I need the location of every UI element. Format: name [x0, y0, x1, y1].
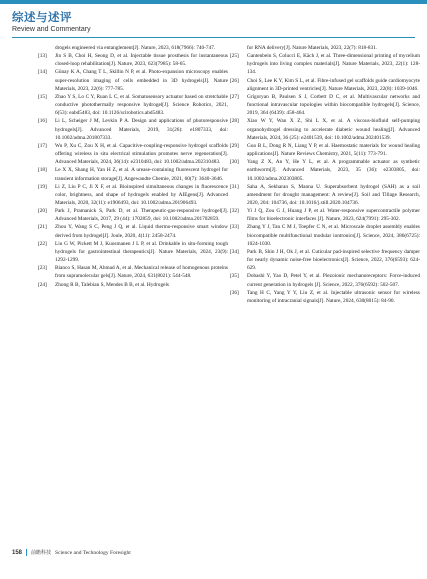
right-reference-column	[230, 44, 420, 305]
reference-entry	[230, 117, 420, 141]
reference-entry	[38, 166, 228, 182]
reference-text: Jin S B, Choi H, Seong D, et al. Injectable tissue prosthesis for instantaneous closed-loop rehabilitation[J]. Nature, 2023, 623(7985): 58-65.	[55, 53, 228, 68]
reference-number: [16]	[38, 118, 47, 125]
reference-text: Zhou Y, Wang S C, Peng J Q, et al. Liquid thermo-responsive smart window derived from hydrogel[J]. Joule, 2020, 4(11): 2458-2474.	[55, 224, 228, 239]
reference-entry	[38, 93, 228, 117]
reference-text: Günay K A, Chang T L, Skillin N P, et al. Photo-expansion microscopy enables super-resolution imaging of cells embedded in 3D hydrogels[J]. Nature Materials, 2023, 22(6): 777-785.	[55, 69, 228, 92]
reference-text: Zhao Y S, Lo C Y, Ruan L C, et al. Somatosensory actuator based on stretchable conductive photothermally responsive hydrogel[J]. Science Robotics, 2021, 6(53): eabd5483, doi: 10.1126/scirobotics.abd5483.	[55, 93, 228, 117]
reference-text: Gantenbein S, Colucci E, Käch J, et al. Three-dimensional printing of mycelium hydrogels into living complex materials[J]. Nature Materials, 2023, 22(1): 128-134.	[247, 53, 420, 76]
reference-entry	[38, 44, 228, 52]
reference-number: [14]	[38, 69, 47, 76]
reference-entry	[230, 289, 420, 305]
reference-entry	[38, 223, 228, 239]
reference-entry	[38, 207, 228, 223]
reference-text: Grigoryan B, Paulsen S J, Corbett D C, et al. Multivascular networks and functional intravascular topologies within biocompatible hydrogels[J]. Science, 2019, 364 (6439): 458-464.	[247, 93, 420, 117]
reference-entry	[230, 183, 420, 207]
journal-name-english: Science and Technology Foresight	[55, 549, 131, 556]
reference-entry	[230, 272, 420, 288]
reference-number: [27]	[230, 93, 239, 100]
reference-text: Choi S, Lee K Y, Kim S L, et al. Fibre-infused gel scaffolds guide cardiomyocyte alignment in 3D-printed ventricles[J]. Nature Materials, 2023, 22(8): 1039-1046.	[247, 77, 420, 92]
left-reference-column	[38, 44, 228, 289]
reference-text: Li L, Scheiger J M, Levkin P A. Design and applications of photoresponsive hydrogels[J]. Advanced Materials, 2019, 31(26): e1807333, doi: 10.1002/adma.201807333.	[55, 118, 228, 141]
reference-number: [13]	[38, 53, 47, 60]
reference-number: [18]	[38, 167, 47, 174]
reference-text: Saha A, Sekharan S, Manna U. Superabsorbent hydrogel (SAH) as a soil amendment for drought management: A review[J]. Soil and Tillage Research, 2020, 204: 104736, doi: 10.1016/j.still.2020.104736.	[247, 183, 420, 206]
reference-text: drogels engineered via entanglement[J]. Nature, 2023, 618(7966): 740-747.	[55, 45, 216, 51]
section-header	[12, 11, 91, 34]
reference-number: [17]	[38, 142, 47, 149]
reference-entry	[230, 142, 420, 158]
reference-entry	[230, 248, 420, 272]
reference-entry	[230, 44, 420, 52]
reference-text: Yi J Q, Zou G J, Huang J P, et al. Water-responsive supercontractile polymer films for bioelectronic interfaces [J]. Nature, 2023, 624(7991): 295-302.	[247, 208, 420, 223]
reference-text: Zhong R B, Talebian S, Mendes B B, et al. Hydrogels	[55, 281, 169, 288]
reference-text: Park B, Shin J H, Ok J, et al. Cuticular pad-inspired selective frequency damper for nearly dynamic noise-free bioelectronics[J]. Science, 2022, 376(6593): 624-629.	[247, 248, 420, 272]
reference-entry	[38, 183, 228, 207]
reference-number: [29]	[230, 142, 239, 149]
reference-number: [34]	[230, 248, 239, 255]
reference-entry	[230, 223, 420, 247]
reference-entry	[38, 240, 228, 264]
reference-text: Dobashi Y, Yao D, Petel Y, et al. Piezoionic mechanoreceptors: Force-induced current generation in hydrogels [J]. Science, 2022, 376(6592): 502-507.	[247, 273, 420, 288]
reference-text: Xiao W Y, Wan X Z, Shi L X, et al. A viscous-biofluid self-pumping organohydrogel dressing to accelerate diabetic wound healing[J]. Advanced Materials, 2024, 36 (25): e2401539, doi: 10.1002/adma.202401539.	[247, 118, 420, 141]
reference-entry	[38, 68, 228, 92]
reference-number: [32]	[230, 208, 239, 215]
reference-number: [20]	[38, 208, 47, 215]
reference-entry	[230, 207, 420, 223]
reference-text: Zhang Y J, Tan C M J, Toepfer C N, et al. Microscale droplet assembly enables biocompatible multifunctional modular iontronics[J]. Science, 2024, 386(6725): 1024-1030.	[247, 224, 420, 247]
reference-number: [22]	[38, 240, 47, 247]
reference-number: [25]	[230, 53, 239, 60]
reference-entry	[38, 117, 228, 141]
reference-entry	[230, 158, 420, 182]
reference-entry	[230, 52, 420, 76]
reference-number: [19]	[38, 183, 47, 190]
section-title-english: Review and Commentary	[12, 26, 91, 33]
reference-number: [30]	[230, 159, 239, 166]
reference-number: [23]	[38, 265, 47, 272]
reference-number: [33]	[230, 224, 239, 231]
page-footer	[12, 549, 131, 556]
page-number: 158	[12, 549, 23, 556]
reference-entry	[38, 281, 228, 289]
reference-text: Liu G W, Pickett M J, Kuosmanen J L P, et al. Drinkable in situ-forming tough hydrogels for gastrointestinal therapeutics[J]. Nature Materials, 2024, 23(9): 1292-1299.	[55, 240, 228, 264]
reference-text: Guo B L, Dong R N, Liang Y P, et al. Haemostatic materials for wound healing applications[J]. Nature Reviews Chemistry, 2021, 5(11): 773-791.	[247, 142, 420, 158]
reference-text: Tang H C, Yang Y Y, Liu Z, et al. Injectable ultrasonic sensor for wireless monitoring of intracranial signals[J]. Nature, 2024, 630(8015): 84-90.	[247, 289, 420, 304]
reference-entry	[38, 142, 228, 166]
reference-number: [24]	[38, 281, 47, 288]
reference-number: [31]	[230, 183, 239, 190]
journal-name-chinese: 前瞻科技	[31, 550, 52, 556]
reference-entry	[38, 52, 228, 68]
reference-text: Wu P, Xu C, Zou X H, et al. Capacitive-coupling-responsive hydrogel scaffolds offering wireless in situ electrical stimulation promotes nerve regeneration[J]. Advanced Materials, 2024, 36(14): e2310483, doi: 10.1002/adma.202310483.	[55, 142, 228, 166]
reference-number: [36]	[230, 289, 239, 296]
reference-text: for RNA delivery[J]. Nature Materials, 2023, 22(7): 818-831.	[247, 45, 378, 51]
reference-entry	[230, 93, 420, 117]
reference-text: Park J, Pramanick S, Park D, et al. Therapeutic-gas-responsive hydrogel[J]. Advanced Materials, 2017, 29 (44): 1702859, doi: 10.1002/adma.201702859.	[55, 208, 228, 223]
reference-text: Bianco S, Hasan M, Ahmad A, et al. Mechanical release of homogenous proteins from supramolecular gels[J]. Nature, 2024, 631(8021): 544-548.	[55, 265, 228, 280]
footer-separator	[26, 549, 27, 556]
header-divider	[12, 37, 415, 38]
reference-text: Yang Z X, An Y, He Y L, et al. A programmable actuator as synthetic earthworm[J]. Advanced Materials, 2023, 35 (36): e2303805, doi: 10.1002/adma.202303805.	[247, 159, 420, 182]
reference-number: [21]	[38, 224, 47, 231]
reference-entry	[38, 264, 228, 280]
reference-number: [26]	[230, 77, 239, 84]
reference-number: [28]	[230, 118, 239, 125]
reference-entry	[230, 77, 420, 93]
section-title-chinese: 综述与述评	[12, 10, 72, 24]
reference-number: [35]	[230, 273, 239, 280]
reference-number: [15]	[38, 93, 47, 100]
reference-text: Li Z, Liu P C, Ji X F, et al. Bioinspired simultaneous changes in fluorescence color, brightness, and shape of hydrogels enabled by AIEgens[J]. Advanced Materials, 2020, 32(11): e1906493, doi: 10.1002/adma.201906493.	[55, 183, 228, 206]
reference-text: Le X X, Shang H, Yan H Z, et al. A urease-containing fluorescent hydrogel for transient information storage[J]. Angewandte Chemie, 2021, 60(7): 3640-3646.	[55, 167, 228, 182]
top-accent-bar	[0, 0, 427, 4]
